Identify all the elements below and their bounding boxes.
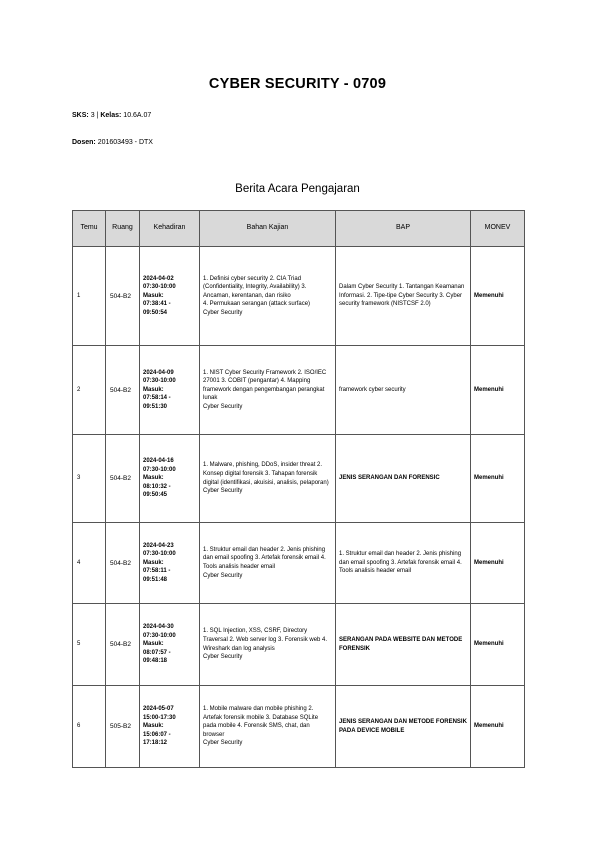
cell-ruang: 504-B2 bbox=[106, 523, 140, 604]
header-bahan-kajian: Bahan Kajian bbox=[200, 211, 336, 247]
cell-monev: Memenuhi bbox=[471, 523, 525, 604]
cell-bap: SERANGAN PADA WEBSITE DAN METODE FORENSIK bbox=[336, 604, 471, 686]
sks-label: SKS: bbox=[72, 112, 89, 119]
cell-kehadiran bbox=[140, 247, 200, 346]
cell-monev: Memenuhi bbox=[471, 346, 525, 435]
page-title: CYBER SECURITY - 0709 bbox=[208, 76, 387, 92]
bahan-line: 1. Malware, phishing, DDoS, insider threat 2. Konsep digital forensik 3. Tahapan forensik digital (identifikasi, akuisisi, analisis, pelaporan) bbox=[203, 462, 329, 486]
cell-bahan-kajian bbox=[200, 435, 336, 523]
kehadiran-line: 09:51:48 bbox=[143, 576, 168, 583]
header-temu: Temu bbox=[73, 211, 106, 247]
header-bap: BAP bbox=[336, 211, 471, 247]
cell-bap: Dalam Cyber Security 1. Tantangan Keamanan Informasi. 2. Tipe-tipe Cyber Security 3. Cyber security framework (NISTCSF 2.0) bbox=[336, 247, 471, 346]
kehadiran-line: 07:58:11 - bbox=[143, 568, 171, 575]
sks-value: 3 bbox=[90, 112, 95, 119]
kehadiran-line: 07:30-10:00 bbox=[143, 378, 176, 385]
course-info bbox=[72, 112, 151, 119]
table-row bbox=[73, 346, 525, 435]
kelas-label: Kelas: bbox=[100, 112, 122, 119]
cell-kehadiran bbox=[140, 604, 200, 686]
table-row bbox=[73, 435, 525, 523]
kehadiran-line: Masuk: bbox=[143, 475, 164, 482]
cell-ruang: 504-B2 bbox=[106, 604, 140, 686]
cell-monev: Memenuhi bbox=[471, 604, 525, 686]
teaching-record-table bbox=[72, 210, 525, 768]
cell-bap: JENIS SERANGAN DAN METODE FORENSIK PADA DEVICE MOBILE bbox=[336, 686, 471, 768]
lecturer-info bbox=[72, 139, 153, 146]
kehadiran-line: Masuk: bbox=[143, 723, 164, 730]
bahan-line: Cyber Security bbox=[203, 403, 243, 410]
cell-bahan-kajian bbox=[200, 686, 336, 768]
header-kehadiran: Kehadiran bbox=[140, 211, 200, 247]
cell-bahan-kajian bbox=[200, 604, 336, 686]
bahan-line: Cyber Security bbox=[203, 488, 243, 495]
cell-kehadiran bbox=[140, 346, 200, 435]
kehadiran-line: 07:58:14 - bbox=[143, 395, 171, 402]
bahan-line: 4. Permukaan serangan (attack surface) bbox=[203, 301, 311, 308]
kehadiran-line: 15:00-17:30 bbox=[143, 714, 176, 721]
kehadiran-line: 09:50:54 bbox=[143, 309, 168, 316]
kehadiran-line: 07:30-10:00 bbox=[143, 466, 176, 473]
table-row bbox=[73, 523, 525, 604]
cell-temu: 2 bbox=[73, 346, 106, 435]
cell-temu: 4 bbox=[73, 523, 106, 604]
cell-kehadiran bbox=[140, 523, 200, 604]
kehadiran-line: 07:30-10:00 bbox=[143, 551, 176, 558]
cell-kehadiran bbox=[140, 435, 200, 523]
dosen-label: Dosen: bbox=[72, 139, 96, 146]
header-monev: MONEV bbox=[471, 211, 525, 247]
kelas-value: 10.6A.07 bbox=[123, 112, 152, 119]
kehadiran-line: 2024-04-09 bbox=[143, 369, 174, 376]
kehadiran-line: Masuk: bbox=[143, 641, 164, 648]
bahan-line: 1. SQL Injection, XSS, CSRF, Directory Traversal 2. Web server log 3. Forensik web 4. Wireshark dan log analysis bbox=[203, 628, 328, 652]
kehadiran-line: 09:50:45 bbox=[143, 492, 168, 499]
table-row bbox=[73, 686, 525, 768]
kehadiran-line: 08:07:57 - bbox=[143, 649, 171, 656]
cell-bap: framework cyber security bbox=[336, 346, 471, 435]
kehadiran-line: 15:06:07 - bbox=[143, 731, 171, 738]
cell-ruang: 505-B2 bbox=[106, 686, 140, 768]
cell-bap: 1. Struktur email dan header 2. Jenis phishing dan email spoofing 3. Artefak forensik email 4. Tools analisis header email bbox=[336, 523, 471, 604]
cell-monev: Memenuhi bbox=[471, 686, 525, 768]
cell-temu: 5 bbox=[73, 604, 106, 686]
cell-ruang: 504-B2 bbox=[106, 346, 140, 435]
kehadiran-line: 07:30-10:00 bbox=[143, 632, 176, 639]
kehadiran-line: 17:18:12 bbox=[143, 740, 168, 747]
cell-bahan-kajian bbox=[200, 346, 336, 435]
bahan-line: 1. Definisi cyber security 2. CIA Triad (Confidentiality, Integrity, Availability) 3. Ancaman, kerentanan, dan risiko bbox=[203, 275, 307, 299]
kehadiran-line: Masuk: bbox=[143, 386, 164, 393]
kehadiran-line: 2024-04-23 bbox=[143, 542, 174, 549]
cell-bahan-kajian bbox=[200, 523, 336, 604]
cell-ruang: 504-B2 bbox=[106, 435, 140, 523]
bahan-line: 1. NIST Cyber Security Framework 2. ISO/IEC 27001 3. COBIT (pengantar) 4. Mapping framework dengan pengembangan perangkat lunak bbox=[203, 369, 327, 402]
table-row bbox=[73, 604, 525, 686]
cell-monev: Memenuhi bbox=[471, 247, 525, 346]
kehadiran-line: 2024-04-30 bbox=[143, 624, 174, 631]
kehadiran-line: Masuk: bbox=[143, 559, 164, 566]
cell-temu: 6 bbox=[73, 686, 106, 768]
dosen-value: 201603493 - DTX bbox=[97, 139, 153, 146]
kehadiran-line: 2024-04-16 bbox=[143, 458, 174, 465]
kehadiran-line: 07:30-10:00 bbox=[143, 284, 176, 291]
table-row bbox=[73, 247, 525, 346]
header-ruang: Ruang bbox=[106, 211, 140, 247]
cell-temu: 3 bbox=[73, 435, 106, 523]
cell-ruang: 504-B2 bbox=[106, 247, 140, 346]
kehadiran-line: Masuk: bbox=[143, 292, 164, 299]
cell-bahan-kajian bbox=[200, 247, 336, 346]
bahan-line: 1. Mobile malware dan mobile phishing 2. Artefak forensik mobile 3. Database SQLite pada mobile 4. Forensik SMS, chat, dan browser bbox=[203, 706, 319, 738]
kehadiran-line: 08:10:32 - bbox=[143, 483, 171, 490]
table-header-row bbox=[73, 211, 525, 247]
separator: | bbox=[96, 112, 99, 119]
kehadiran-line: 2024-04-02 bbox=[143, 275, 174, 282]
bahan-line: Cyber Security bbox=[203, 740, 243, 747]
cell-temu: 1 bbox=[73, 247, 106, 346]
bahan-line: Cyber Security bbox=[203, 309, 243, 316]
kehadiran-line: 2024-05-07 bbox=[143, 706, 174, 713]
section-title: Berita Acara Pengajaran bbox=[235, 183, 360, 195]
bahan-line: Cyber Security bbox=[203, 572, 243, 579]
cell-monev: Memenuhi bbox=[471, 435, 525, 523]
bahan-line: Cyber Security bbox=[203, 654, 243, 661]
kehadiran-line: 07:38:41 - bbox=[143, 301, 171, 308]
bahan-line: 1. Struktur email dan header 2. Jenis phishing dan email spoofing 3. Artefak forensik email 4. Tools analisis header email bbox=[203, 546, 326, 570]
kehadiran-line: 09:51:30 bbox=[143, 403, 168, 410]
cell-bap: JENIS SERANGAN DAN FORENSIC bbox=[336, 435, 471, 523]
kehadiran-line: 09:48:18 bbox=[143, 658, 168, 665]
cell-kehadiran bbox=[140, 686, 200, 768]
